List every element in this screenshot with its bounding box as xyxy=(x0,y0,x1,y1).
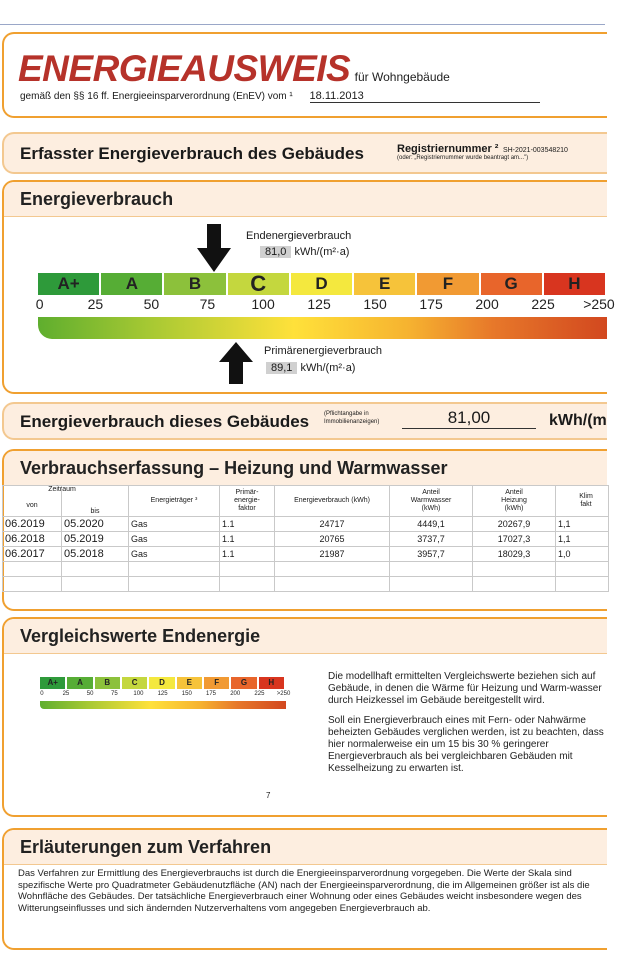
class-H: H xyxy=(544,273,607,295)
tick-label: 150 xyxy=(363,296,387,312)
class-Aplus: A+ xyxy=(40,677,67,689)
compare-footnote: 7 xyxy=(266,791,271,800)
explain-title: Erläuterungen zum Verfahren xyxy=(20,837,272,857)
recorded-box xyxy=(2,132,607,174)
table-box xyxy=(2,449,607,611)
compare-para-1: Die modellhaft ermittelten Vergleichswerte beziehen sich auf Gebäude, in denen die Wärme für Heizung und Warm-wasser durch Heizkessel im Gebäude bereitgestellt wird. xyxy=(328,671,602,706)
consumption-table xyxy=(2,485,609,592)
tick-label: 75 xyxy=(111,691,118,697)
primary-arrow-icon xyxy=(219,342,253,389)
cell-von: 06.2017 xyxy=(3,547,62,562)
recorded-title: Erfasster Energieverbrauch des Gebäudes xyxy=(20,144,364,163)
cell-traeger: Gas xyxy=(129,547,220,562)
building-box xyxy=(2,402,607,440)
cell-warm: 3737,7 xyxy=(390,532,473,547)
th-primaer: Primär-energie-faktor xyxy=(234,489,260,512)
class-B: B xyxy=(95,677,122,689)
doc-title: ENERGIEAUSWEIS xyxy=(18,48,351,89)
th-klima: Klim fakt xyxy=(579,493,593,508)
class-F: F xyxy=(204,677,231,689)
cell-warm: 3957,7 xyxy=(390,547,473,562)
building-unit: kWh/(m xyxy=(549,412,607,429)
cell-faktor: 1.1 xyxy=(220,532,275,547)
table-title: Verbrauchserfassung – Heizung und Warmwasser xyxy=(20,458,448,478)
tick-label: 50 xyxy=(143,296,160,312)
class-C: C xyxy=(228,273,291,295)
cell-von: 06.2019 xyxy=(3,517,62,532)
tick-label: 150 xyxy=(181,691,192,697)
tick-label: 100 xyxy=(133,691,144,697)
building-value: 81,00 xyxy=(402,408,536,429)
consumption-box xyxy=(2,180,615,394)
tick-label: 225 xyxy=(531,296,555,312)
end-label: Endenergieverbrauch xyxy=(246,230,352,242)
class-E: E xyxy=(177,677,204,689)
tick-label: >250 xyxy=(276,691,291,697)
reg-label: Registriernummer ² xyxy=(397,143,499,155)
th-bis: bis xyxy=(90,508,100,515)
doc-date: 18.11.2013 xyxy=(310,90,540,103)
gradient-bar-bottom xyxy=(38,317,607,339)
cell-heiz: 20267,9 xyxy=(473,517,556,532)
class-A: A xyxy=(101,273,164,295)
cell-klima: 1,0 xyxy=(556,547,609,562)
th-zeitraum: Zeitraum xyxy=(48,486,76,493)
tick-label: 125 xyxy=(307,296,331,312)
class-D: D xyxy=(291,273,354,295)
tick-label: 75 xyxy=(199,296,216,312)
compare-scale xyxy=(40,677,286,689)
cell-heiz: 18029,3 xyxy=(473,547,556,562)
cell-warm: 4449,1 xyxy=(390,517,473,532)
table-row xyxy=(3,547,609,562)
primary-unit: kWh/(m²·a) xyxy=(300,362,356,374)
explain-text: Das Verfahren zur Ermittlung des Energieverbrauchs ist durch die Energieeinsparverordnung vorgegeben. Die Werte der Skala sind spezifische Werte pro Quadratmeter Gebäudenutzfläche (AN) nach der Energieeinsparverordnung, die im Allgemeinen größer ist als die Wohnfläche des Gebäudes. Der tatsächliche Energieverbrauch einer Wohnung oder eines Gebäudes weicht insbesondere wegen des Witterungseinflusses und sich ändernden Nutzerverhaltens vom angegeben Energieverbrauch ab. xyxy=(18,868,590,914)
th-von: von xyxy=(26,502,38,509)
cell-bis: 05.2020 xyxy=(62,517,129,532)
doc-subtitle: gemäß den §§ 16 ff. Energieeinsparverordnung (EnEV) vom ¹ xyxy=(20,91,293,102)
cell-verbrauch: 21987 xyxy=(275,547,390,562)
class-Aplus: A+ xyxy=(38,273,101,295)
class-G: G xyxy=(481,273,544,295)
tick-label: 125 xyxy=(157,691,168,697)
primary-value: 89,1 xyxy=(266,362,297,374)
class-F: F xyxy=(417,273,480,295)
end-unit: kWh/(m²·a) xyxy=(294,246,350,258)
th-verbrauch: Energieverbrauch (kWh) xyxy=(294,497,370,504)
table-row-empty xyxy=(3,577,609,592)
cell-bis: 05.2018 xyxy=(62,547,129,562)
cell-verbrauch: 20765 xyxy=(275,532,390,547)
cell-verbrauch: 24717 xyxy=(275,517,390,532)
class-H: H xyxy=(259,677,286,689)
cell-klima: 1,1 xyxy=(556,517,609,532)
tick-label: 175 xyxy=(206,691,217,697)
tick-label: 200 xyxy=(475,296,499,312)
th-heiz: Anteil Heizung (kWh) xyxy=(501,489,527,512)
tick-label: 225 xyxy=(254,691,265,697)
tick-label: >250 xyxy=(583,296,615,312)
cell-faktor: 1.1 xyxy=(220,517,275,532)
doc-title-suffix: für Wohngebäude xyxy=(354,70,450,84)
cell-von: 06.2018 xyxy=(3,532,62,547)
th-traeger: Energieträger ³ xyxy=(150,497,198,504)
class-D: D xyxy=(149,677,176,689)
compare-title: Vergleichswerte Endenergie xyxy=(20,626,261,646)
consumption-title: Energieverbrauch xyxy=(20,189,174,209)
tick-label: 50 xyxy=(86,691,94,697)
reg-note: (oder: „Registriernummer wurde beantragt am...") xyxy=(397,155,529,161)
tick-label: 25 xyxy=(62,691,70,697)
tick-label: 0 xyxy=(35,296,44,312)
explain-box xyxy=(2,828,607,950)
class-B: B xyxy=(164,273,227,295)
building-title: Energieverbrauch dieses Gebäudes xyxy=(20,412,310,431)
tick-label: 175 xyxy=(419,296,443,312)
cell-heiz: 17027,3 xyxy=(473,532,556,547)
class-E: E xyxy=(354,273,417,295)
table-row xyxy=(3,532,609,547)
compare-para-2: Soll ein Energieverbrauch eines mit Fern- oder Nahwärme beheizten Gebäudes verglichen werden, ist zu beachten, dass hier normalerweise ein um 15 bis 30 % geringerer Energieverbrauch als bei vergleichbaren Gebäuden mit Kesselheizung zu erwarten ist. xyxy=(328,715,604,774)
tick-label: 100 xyxy=(251,296,275,312)
building-note: (Pflichtangabe in Immobilienanzeigen) xyxy=(324,411,380,425)
cell-traeger: Gas xyxy=(129,517,220,532)
table-row xyxy=(3,517,609,532)
end-value: 81,0 xyxy=(260,246,291,258)
class-C: C xyxy=(122,677,149,689)
table-row-empty xyxy=(3,562,609,577)
class-A: A xyxy=(67,677,94,689)
th-warm: Anteil Warmwasser (kWh) xyxy=(410,489,452,512)
compare-gradient-bottom xyxy=(40,701,286,709)
primary-label: Primärenergieverbrauch xyxy=(264,345,382,357)
top-rule xyxy=(0,24,605,25)
end-arrow-icon xyxy=(197,224,231,277)
tick-label: 25 xyxy=(87,296,104,312)
efficiency-scale xyxy=(38,273,607,295)
cell-faktor: 1.1 xyxy=(220,547,275,562)
reg-value: SH-2021-003548210 xyxy=(502,147,568,154)
tick-label: 0 xyxy=(40,691,44,697)
class-G: G xyxy=(231,677,258,689)
cell-klima: 1,1 xyxy=(556,532,609,547)
tick-label: 200 xyxy=(230,691,241,697)
header-box xyxy=(2,32,607,118)
cell-bis: 05.2019 xyxy=(62,532,129,547)
cell-traeger: Gas xyxy=(129,532,220,547)
compare-box xyxy=(2,617,607,817)
